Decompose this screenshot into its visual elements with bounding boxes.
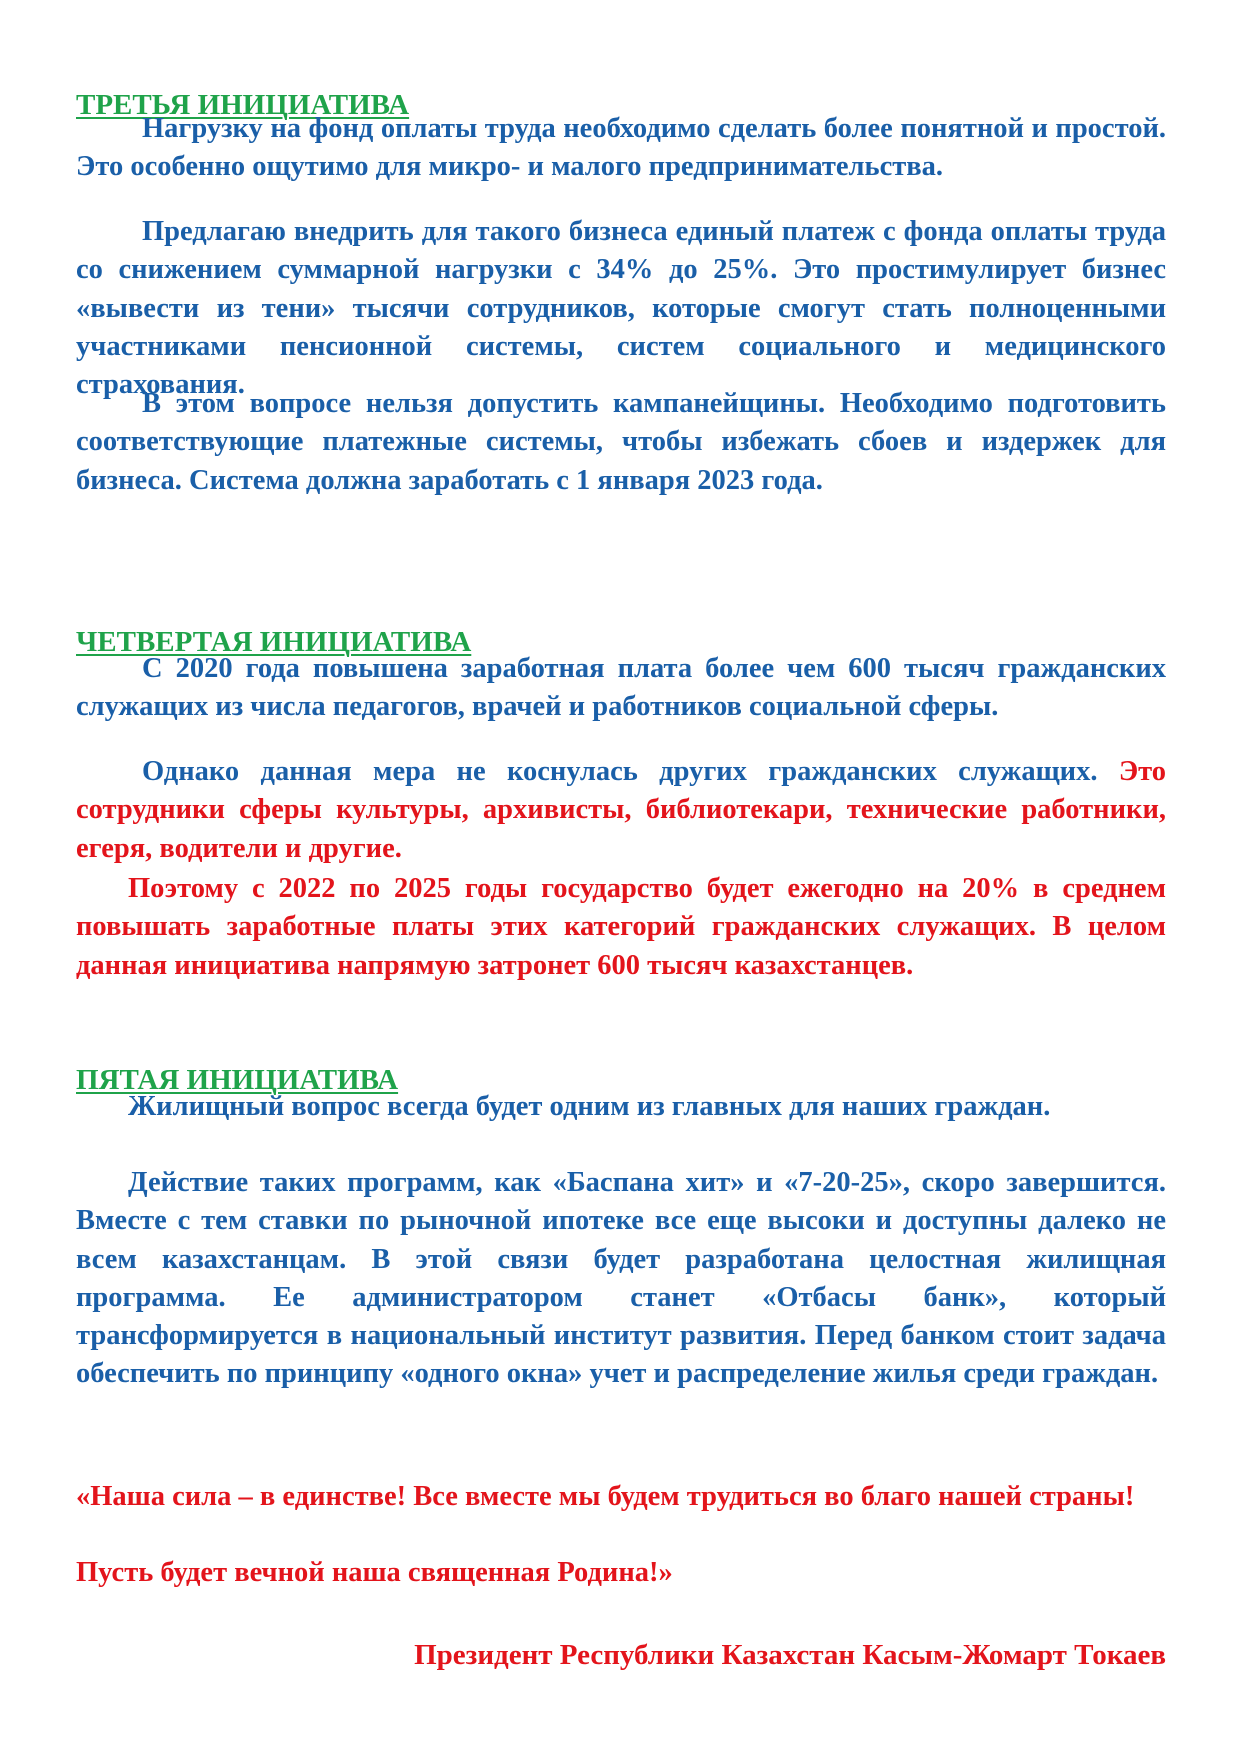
section-3-heading: ТРЕТЬЯ ИНИЦИАТИВА xyxy=(76,89,410,121)
section-4-paragraph-2-blue: Однако данная мера не коснулась других гражданских служащих. xyxy=(142,756,1098,787)
section-4-paragraph-2 xyxy=(76,753,1166,868)
section-4-paragraph-2-red: Это сотрудники сферы культуры, архивисты, библиотекари, технические работники, егеря, водители и другие. xyxy=(76,756,1167,864)
section-3-paragraph-3: В этом вопросе нельзя допустить кампанейщины. Необходимо подготовить соответствующие платежные системы, чтобы избежать сбоев и издержек для бизнеса. Система должна заработать с 1 января 2023 года. xyxy=(76,388,1166,496)
closing-quote-line-2: Пусть будет вечной наша священная Родина!» xyxy=(76,1557,673,1588)
section-5-heading: ПЯТАЯ ИНИЦИАТИВА xyxy=(76,1064,399,1096)
section-5-paragraph-1: Жилищный вопрос всегда будет одним из главных для наших граждан. xyxy=(128,1091,1051,1122)
section-4-paragraph-1: С 2020 года повышена заработная плата более чем 600 тысяч гражданских служащих из числа педагогов, врачей и работников социальной сферы. xyxy=(76,653,1166,723)
section-3-paragraph-2: Предлагаю внедрить для такого бизнеса единый платеж с фонда оплаты труда со снижением суммарной нагрузки с 34% до 25%. Это простимулирует бизнес «вывести из тени» тысячи сотрудников, которые смогут стать полноценными участниками пенсионной системы, систем социального и медицинского страхования. xyxy=(76,216,1166,401)
closing-quote-line-1: «Наша сила – в единстве! Все вместе мы будем трудиться во благо нашей страны! xyxy=(76,1481,1135,1512)
section-4-heading: ЧЕТВЕРТАЯ ИНИЦИАТИВА xyxy=(76,626,472,658)
section-4-paragraph-3: Поэтому с 2022 по 2025 годы государство будет ежегодно на 20% в среднем повышать заработные платы этих категорий гражданских служащих. В целом данная инициатива напрямую затронет 600 тысяч казахстанцев. xyxy=(76,873,1166,981)
signature: Президент Республики Казахстан Касым-Жомарт Токаев xyxy=(414,1639,1166,1671)
section-5-paragraph-2: Действие таких программ, как «Баспана хит» и «7-20-25», скоро завершится. Вместе с тем ставки по рыночной ипотеке все еще высоки и доступны далеко не всем казахстанцам. В этой связи будет разработана целостная жилищная программа. Ее администратором станет «Отбасы банк», который трансформируется в национальный институт развития. Перед банком стоит задача обеспечить по принципу «одного окна» учет и распределение жилья среди граждан. xyxy=(76,1167,1166,1390)
section-3-paragraph-1: Нагрузку на фонд оплаты труда необходимо сделать более понятной и простой. Это особенно ощутимо для микро- и малого предпринимательства. xyxy=(76,113,1166,183)
